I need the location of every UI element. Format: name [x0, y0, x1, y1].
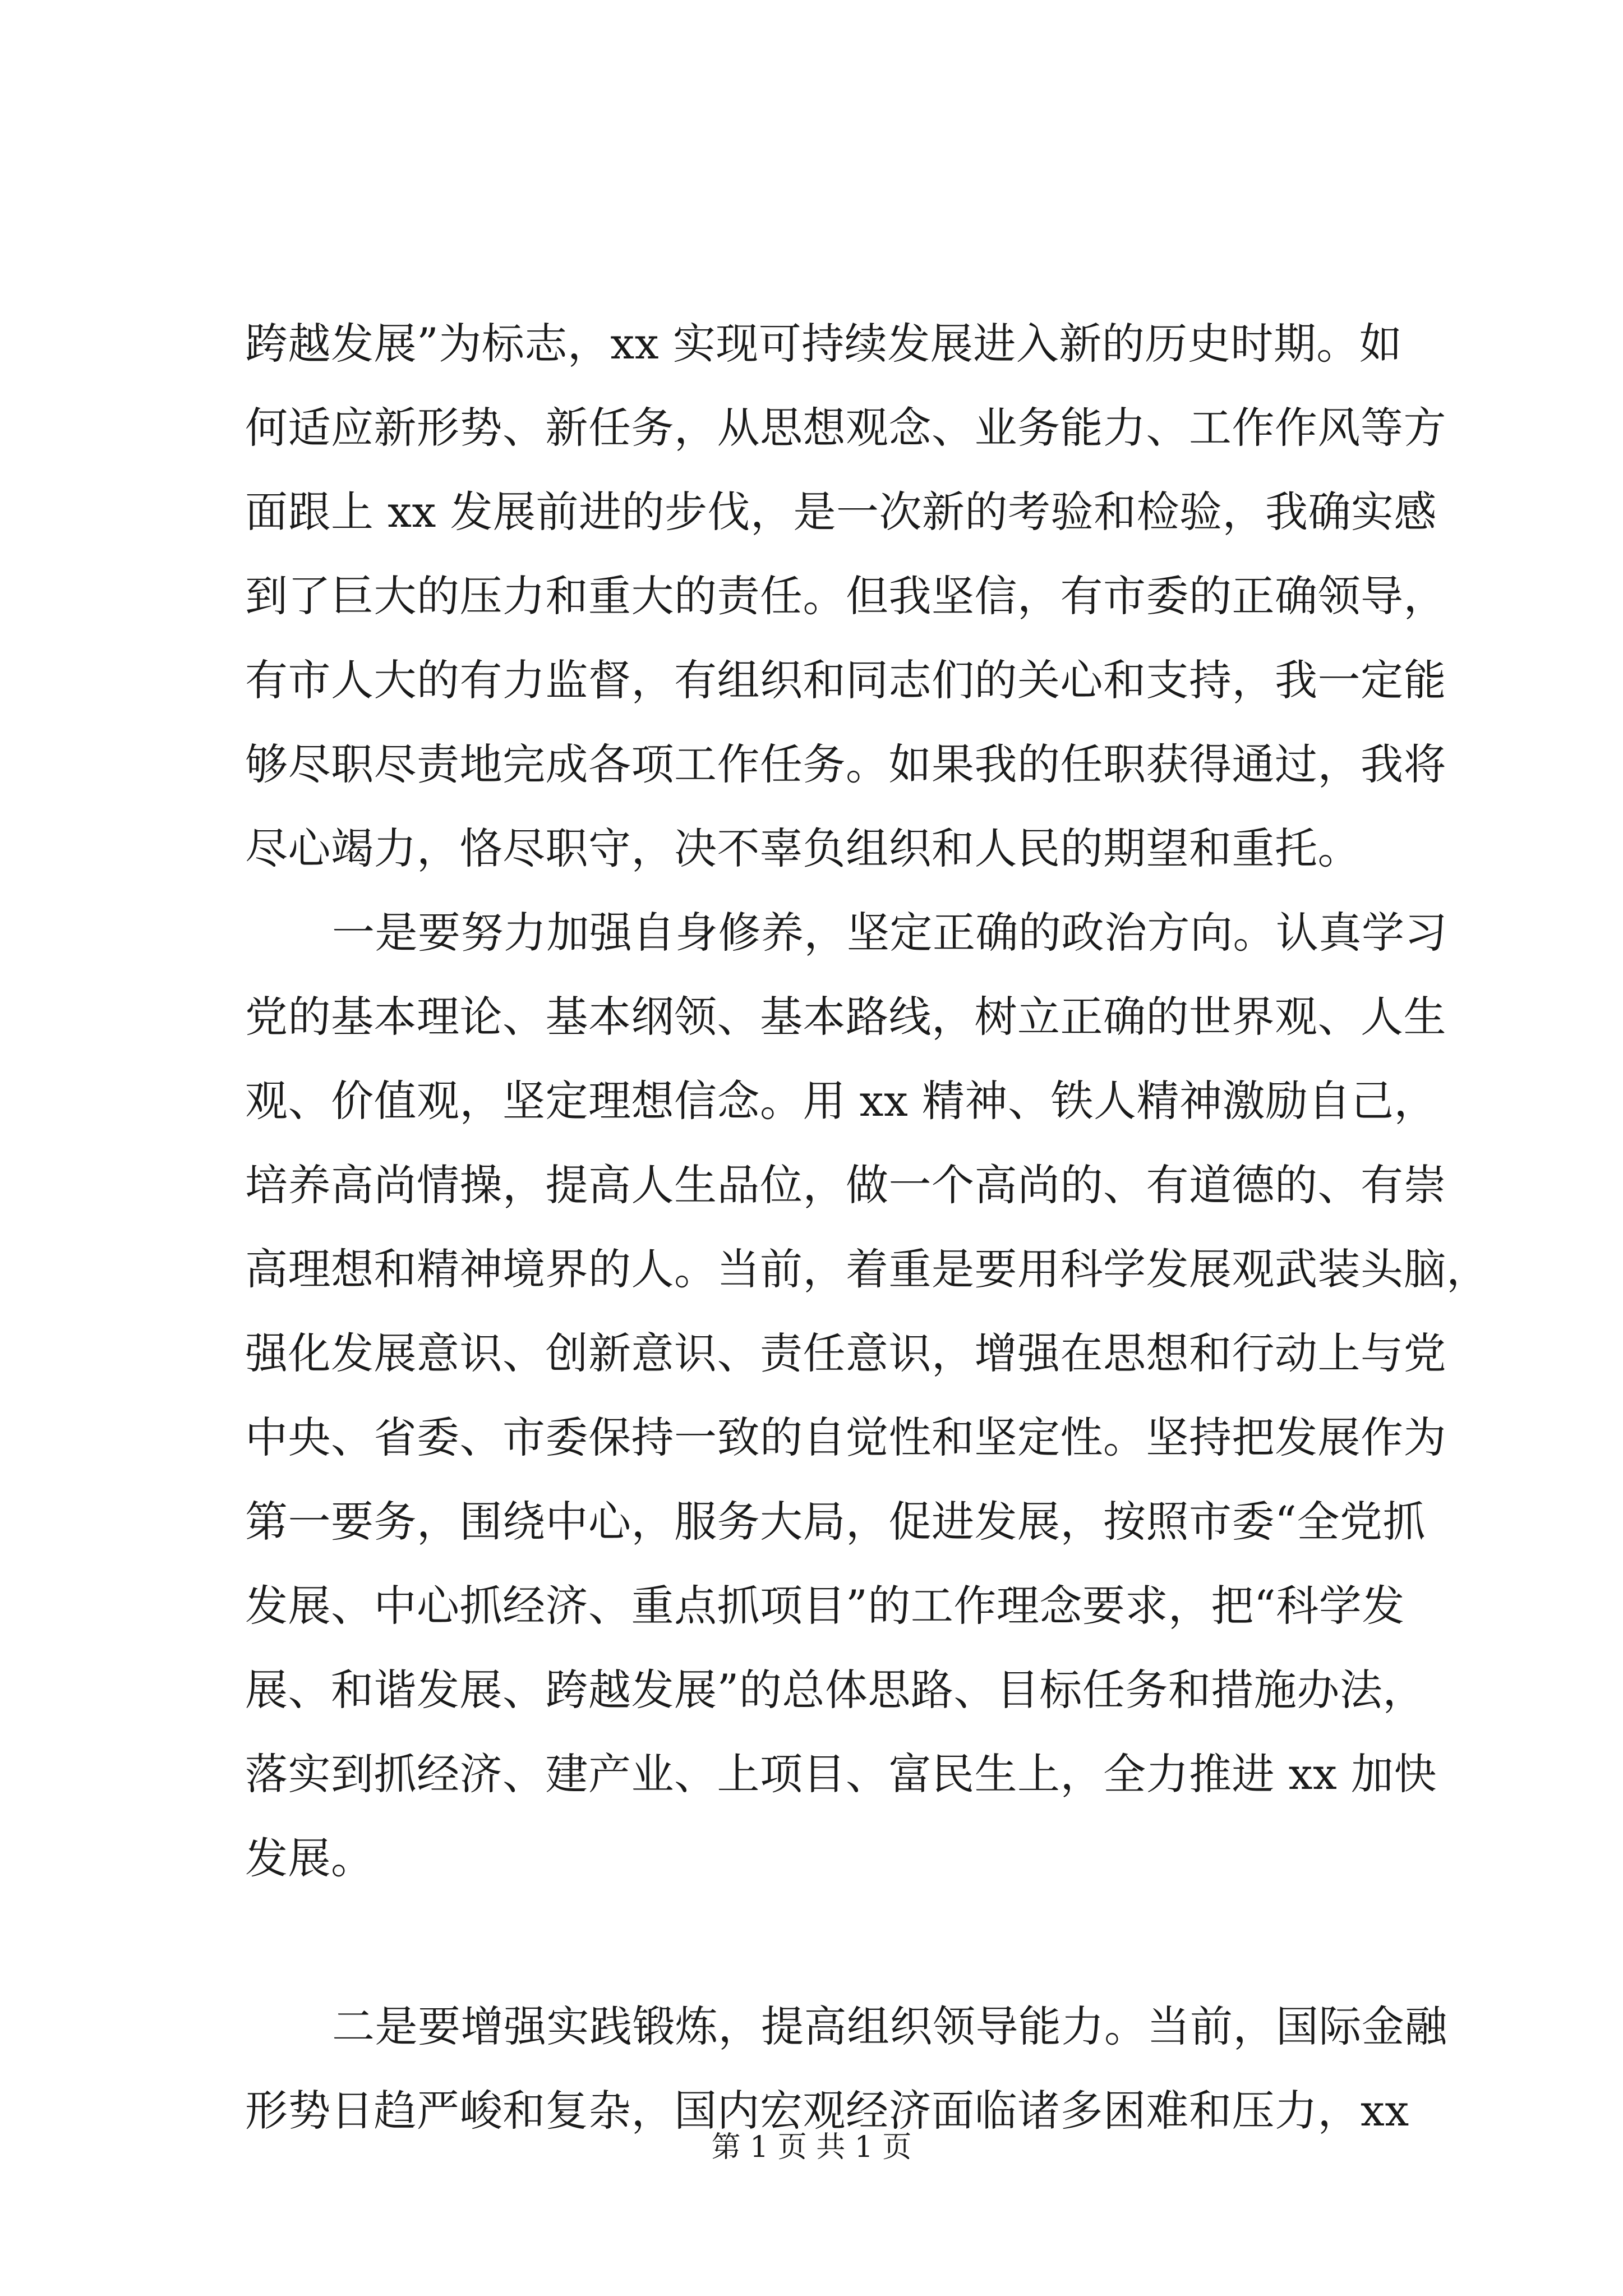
text-line: 发展。	[245, 1833, 374, 1883]
text-line: 展、和谐发展、跨越发展”的总体思路、目标任务和措施办法，	[245, 1665, 1426, 1715]
page-footer	[0, 2123, 1623, 2165]
text-line: 有市人大的有力监督，有组织和同志们的关心和支持，我一定能	[245, 655, 1446, 705]
text-line: 发展、中心抓经济、重点抓项目”的工作理念要求，把“科学发	[245, 1581, 1405, 1631]
text-line: 到了巨大的压力和重大的责任。但我坚信，有市委的正确领导，	[245, 571, 1446, 621]
text-line: 跨越发展”为标志，xx 实现可持续发展进入新的历史时期。如	[245, 319, 1403, 369]
text-line: 第一要务，围绕中心，服务大局，促进发展，按照市委“全党抓	[245, 1497, 1426, 1547]
paragraph-first-line: 一是要努力加强自身修养，坚定正确的政治方向。认真学习	[332, 908, 1447, 958]
text-line: 何适应新形势、新任务，从思想观念、业务能力、工作作风等方	[245, 403, 1446, 453]
text-line: 中央、省委、市委保持一致的自觉性和坚定性。坚持把发展作为	[245, 1412, 1446, 1462]
text-line: 强化发展意识、创新意识、责任意识，增强在思想和行动上与党	[245, 1328, 1446, 1378]
text-line: 高理想和精神境界的人。当前，着重是要用科学发展观武装头脑，	[245, 1244, 1490, 1294]
text-line: 党的基本理论、基本纲领、基本路线，树立正确的世界观、人生	[245, 992, 1446, 1042]
text-line: 够尽职尽责地完成各项工作任务。如果我的任职获得通过，我将	[245, 739, 1446, 789]
document-body	[245, 302, 1490, 2153]
paragraph-first-line: 二是要增强实践锻炼，提高组织领导能力。当前，国际金融	[332, 2001, 1447, 2051]
page-number-label: 第 1 页 共 1 页	[711, 2131, 912, 2164]
text-line: 观、价值观，坚定理想信念。用 xx 精神、铁人精神激励自己，	[245, 1076, 1437, 1126]
text-line: 尽心竭力，恪尽职守，决不辜负组织和人民的期望和重托。	[245, 823, 1361, 873]
text-line: 形势日趋严峻和复杂，国内宏观经济面临诸多困难和压力，xx	[245, 2086, 1409, 2136]
text-line: 落实到抓经济、建产业、上项目、富民生上，全力推进 xx 加快	[245, 1749, 1437, 1799]
text-line	[245, 1901, 1423, 1985]
text-line: 面跟上 xx 发展前进的步伐，是一次新的考验和检验，我确实感	[245, 487, 1437, 537]
text-line: 培养高尚情操，提高人生品位，做一个高尚的、有道德的、有崇	[245, 1160, 1446, 1210]
